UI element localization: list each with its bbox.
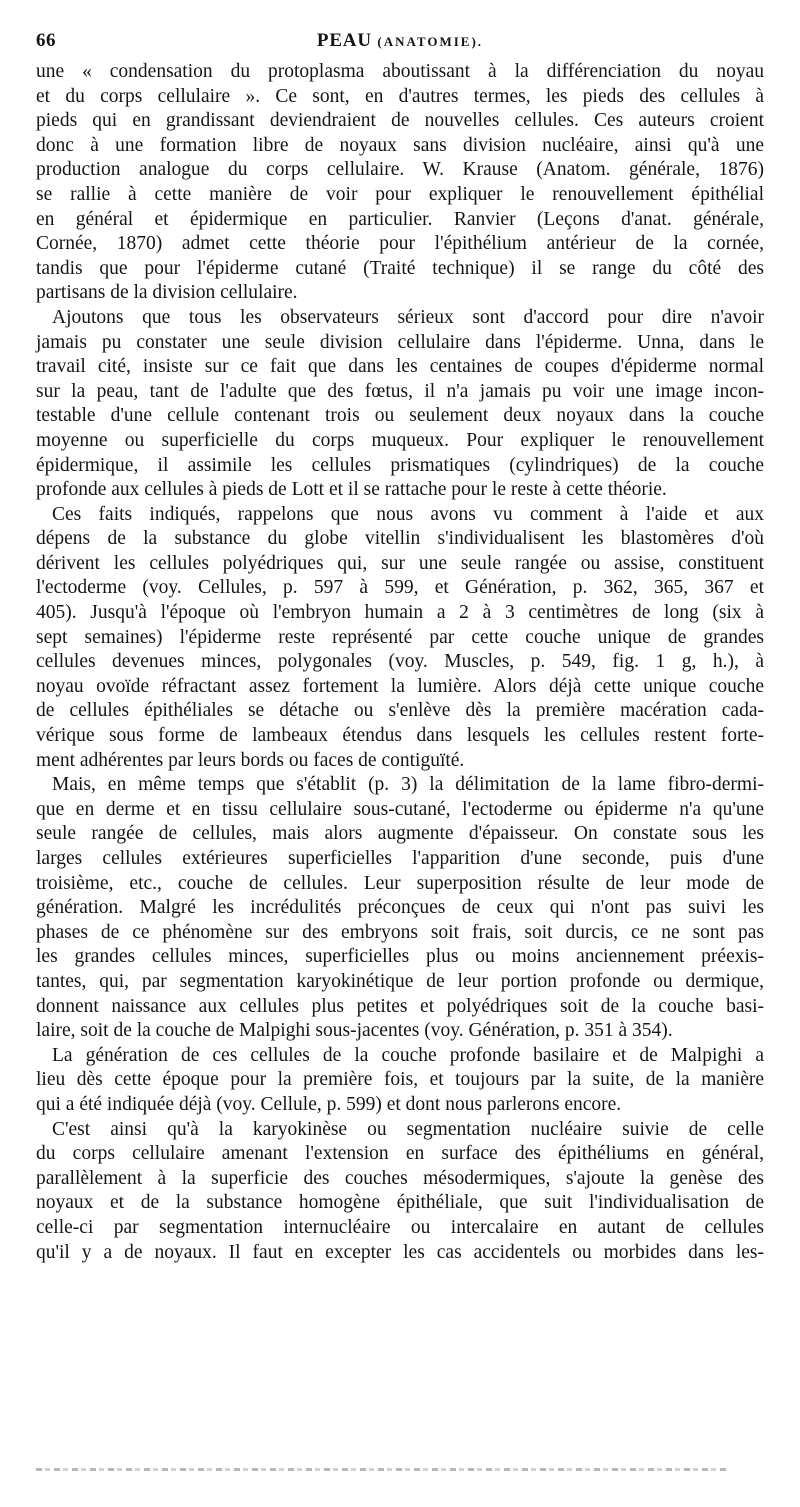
text-line: profonde aux cellules à pieds de Lott et il se rattache pour le reste à cette théorie.	[36, 479, 667, 501]
text-line: moyenne ou superficielle du corps muqueux. Pour expliquer le renouvellement	[36, 429, 764, 451]
text-line: testable d'une cellule contenant trois ou seulement deux noyaux dans la couche	[36, 405, 764, 427]
text-line: dérivent les cellules polyédriques qui, sur une seule rangée ou assise, constituent	[36, 552, 764, 574]
text-line: tantes, qui, par segmentation karyokinétique de leur portion profonde ou dermique,	[36, 970, 764, 992]
running-head-subtitle: (ANATOMIE).	[377, 34, 484, 49]
text-line: larges cellules extérieures superficielles l'apparition d'une seconde, puis d'une	[36, 848, 764, 869]
text-line: se rallie à cette manière de voir pour expliquer le renouvellement épithélial	[36, 183, 764, 205]
text-line: en général et épidermique en particulier. Ranvier (Leçons d'anat. générale,	[36, 208, 764, 230]
text-line: Mais, en même temps que s'établit (p. 3) la délimitation de la lame fibro-dermi-	[52, 774, 764, 796]
text-line: travail cité, insiste sur ce fait que dans les centaines de coupes d'épiderme normal	[36, 356, 764, 378]
text-line: Cornée, 1870) admet cette théorie pour l'épithélium antérieur de la cornée,	[36, 233, 764, 255]
text-line: pieds qui en grandissant deviendraient de nouvelles cellules. Ces auteurs croient	[36, 110, 764, 132]
text-line: génération. Malgré les incrédulités préconçues de ceux qui n'ont pas suivi les	[36, 897, 764, 919]
text-line: sur la peau, tant de l'adulte que des fœtus, il n'a jamais pu voir une image incon-	[36, 380, 764, 402]
page-number: 66	[36, 30, 56, 51]
body-text	[36, 60, 764, 1265]
text-line: une « condensation du protoplasma aboutissant à la différenciation du noyau	[36, 61, 764, 82]
text-line: 405). Jusqu'à l'époque où l'embryon humain a 2 à 3 centimètres de long (six à	[36, 602, 764, 624]
text-line: que en derme et en tissu cellulaire sous-cutané, l'ectoderme ou épiderme n'a qu'une	[36, 798, 764, 820]
text-line: de cellules épithéliales se détache ou s'enlève dès la première macération cada-	[36, 700, 764, 722]
text-line: les grandes cellules minces, superficielles plus ou moins anciennement préexis-	[36, 946, 764, 968]
text-line: qui a été indiquée déjà (voy. Cellule, p. 599) et dont nous parlerons encore.	[36, 1093, 622, 1115]
text-line: l'ectoderme (voy. Cellules, p. 597 à 599, et Génération, p. 362, 365, 367 et	[36, 577, 764, 599]
page-header	[36, 30, 764, 58]
text-line: C'est ainsi qu'à la karyokinèse ou segmentation nucléaire suivie de celle	[52, 1118, 764, 1140]
text-line: du corps cellulaire amenant l'extension en surface des épithéliums en général,	[36, 1143, 764, 1165]
text-line: qu'il y a de noyaux. Il faut en excepter les cas accidentels ou morbides dans les-	[36, 1241, 764, 1263]
text-line: tandis que pour l'épiderme cutané (Traité technique) il se range du côté des	[36, 257, 764, 279]
running-head-title: PEAU	[316, 30, 372, 51]
text-line: dépens de la substance du globe vitellin s'individualisent les blastomères d'où	[36, 528, 764, 550]
text-line: parallèlement à la superficie des couches mésodermiques, s'ajoute la genèse des	[36, 1167, 764, 1189]
text-line: et du corps cellulaire ». Ce sont, en d'autres termes, les pieds des cellules à	[36, 85, 764, 107]
text-line: cellules devenues minces, polygonales (voy. Muscles, p. 549, fig. 1 g, h.), à	[36, 651, 764, 673]
text-line: noyau ovoïde réfractant assez fortement la lumière. Alors déjà cette unique couche	[36, 675, 764, 697]
text-line: lieu dès cette époque pour la première fois, et toujours par la suite, de la manière	[36, 1069, 764, 1091]
text-line: donc à une formation libre de noyaux sans division nucléaire, ainsi qu'à une	[36, 134, 764, 156]
text-line: troisième, etc., couche de cellules. Leur superposition résulte de leur mode de	[36, 872, 764, 894]
text-line: partisans de la division cellulaire.	[36, 282, 298, 304]
running-head	[36, 30, 764, 52]
footer-print-residue	[36, 1468, 726, 1471]
text-line: épidermique, il assimile les cellules prismatiques (cylindriques) de la couche	[36, 454, 764, 476]
text-line: sept semaines) l'épiderme reste représenté par cette couche unique de grandes	[36, 626, 764, 648]
text-line: donnent naissance aux cellules plus petites et polyédriques soit de la couche basi-	[36, 995, 764, 1017]
text-line: laire, soit de la couche de Malpighi sous-jacentes (voy. Génération, p. 351 à 354).	[36, 1020, 673, 1042]
text-line: production analogue du corps cellulaire. W. Krause (Anatom. générale, 1876)	[36, 159, 764, 181]
text-line: noyaux et de la substance homogène épithéliale, que suit l'individualisation de	[36, 1192, 764, 1214]
text-line: La génération de ces cellules de la couche profonde basilaire et de Malpighi a	[52, 1044, 764, 1066]
text-line: celle-ci par segmentation internucléaire ou intercalaire en autant de cellules	[36, 1216, 764, 1238]
text-line: vérique sous forme de lambeaux étendus dans lesquels les cellules restent forte-	[36, 725, 764, 747]
text-line: seule rangée de cellules, mais alors augmente d'épaisseur. On constate sous les	[36, 823, 764, 845]
text-line: Ces faits indiqués, rappelons que nous avons vu comment à l'aide et aux	[52, 503, 764, 525]
text-line: jamais pu constater une seule division cellulaire dans l'épiderme. Unna, dans le	[36, 331, 764, 353]
text-line: Ajoutons que tous les observateurs sérieux sont d'accord pour dire n'avoir	[52, 306, 764, 328]
text-line: phases de ce phénomène sur des embryons soit frais, soit durcis, ce ne sont pas	[36, 921, 764, 943]
text-line: ment adhérentes par leurs bords ou faces de contiguïté.	[36, 749, 465, 771]
